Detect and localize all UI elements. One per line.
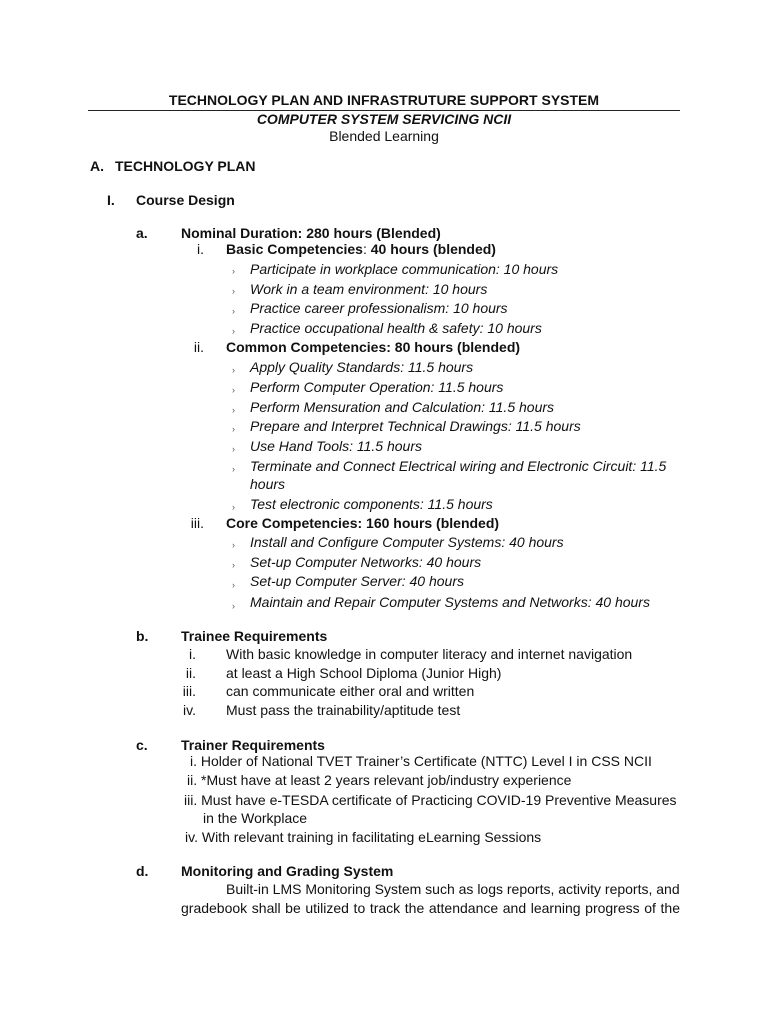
list-item: Set-up Computer Networks: 40 hours	[250, 554, 482, 570]
common-heading: Common Competencies: 80 hours (blended)	[226, 339, 521, 355]
course-design-number: I.	[107, 192, 115, 208]
nominal-letter: a.	[136, 225, 148, 241]
document-subtitle: COMPUTER SYSTEM SERVICING NCII	[256, 111, 512, 127]
bullet-icon: ›	[232, 560, 235, 570]
trainee-requirement: at least a High School Diploma (Junior High)	[226, 665, 502, 681]
document-title: TECHNOLOGY PLAN AND INFRASTRUTURE SUPPORT SYSTEM	[168, 92, 600, 108]
trainee-requirement: Must pass the trainability/aptitude test	[226, 702, 461, 718]
list-item: Apply Quality Standards: 11.5 hours	[250, 359, 474, 375]
basic-number: i.	[197, 241, 204, 257]
list-item: Terminate and Connect Electrical wiring and Electronic Circuit: 11.5	[250, 458, 667, 474]
bullet-icon: ›	[232, 385, 235, 395]
bullet-icon: ›	[232, 365, 235, 375]
trainer-requirement-continuation: in the Workplace	[203, 810, 308, 826]
list-item: Install and Configure Computer Systems: 40 hours	[250, 534, 564, 550]
bullet-icon: ›	[232, 326, 235, 336]
learning-mode: Blended Learning	[329, 128, 439, 144]
basic-heading	[226, 241, 496, 257]
bullet-icon: ›	[232, 266, 235, 276]
bullet-icon: ›	[232, 424, 235, 434]
trainee-number: iii.	[182, 683, 196, 699]
list-item: Practice career professionalism: 10 hours	[250, 300, 508, 316]
trainer-requirement: i. Holder of National TVET Trainer’s Certificate (NTTC) Level I in CSS NCII	[190, 753, 652, 769]
monitoring-paragraph-line: Built-in LMS Monitoring System such as logs reports, activity reports, and	[226, 881, 680, 897]
trainer-requirement: iv. With relevant training in facilitating eLearning Sessions	[185, 829, 542, 845]
list-item: Set-up Computer Server: 40 hours	[250, 573, 464, 589]
bullet-icon: ›	[232, 601, 235, 611]
list-item: Practice occupational health & safety: 10 hours	[250, 320, 542, 336]
trainee-requirement: can communicate either oral and written	[226, 683, 475, 699]
trainee-requirement: With basic knowledge in computer literacy and internet navigation	[226, 646, 633, 662]
bullet-icon: ›	[232, 444, 235, 454]
list-item: Prepare and Interpret Technical Drawings: 11.5 hours	[250, 418, 581, 434]
list-item: Work in a team environment: 10 hours	[250, 281, 488, 297]
list-item: Use Hand Tools: 11.5 hours	[250, 438, 422, 454]
core-heading: Core Competencies: 160 hours (blended)	[226, 515, 500, 531]
bullet-icon: ›	[232, 286, 235, 296]
core-number: iii.	[190, 515, 204, 531]
bullet-icon: ›	[232, 540, 235, 550]
trainer-letter: c.	[136, 737, 148, 753]
trainee-number: ii.	[185, 665, 196, 681]
nominal-heading: Nominal Duration: 280 hours (Blended)	[181, 225, 441, 241]
list-item: Maintain and Repair Computer Systems and Networks: 40 hours	[250, 594, 650, 610]
trainer-requirement: iii. Must have e-TESDA certificate of Practicing COVID-19 Preventive Measures	[184, 792, 677, 808]
monitoring-letter: d.	[136, 863, 149, 879]
bullet-icon: ›	[232, 405, 235, 415]
bullet-icon: ›	[232, 306, 235, 316]
list-item: Perform Mensuration and Calculation: 11.5 hours	[250, 399, 555, 415]
trainee-heading: Trainee Requirements	[181, 628, 328, 644]
bullet-icon: ›	[232, 580, 235, 590]
monitoring-paragraph-line: gradebook shall be utilized to track the attendance and learning progress of the	[181, 900, 680, 916]
list-item: Perform Computer Operation: 11.5 hours	[250, 379, 504, 395]
list-item-continuation: hours	[250, 476, 286, 492]
monitoring-heading: Monitoring and Grading System	[181, 863, 394, 879]
course-design-heading: Course Design	[136, 192, 235, 208]
trainer-requirement: ii. *Must have at least 2 years relevant job/industry experience	[187, 772, 572, 788]
basic-heading-hours: 40 hours (blended)	[366, 241, 496, 257]
basic-heading-colon: :	[362, 241, 367, 257]
trainee-number: iv.	[183, 702, 196, 718]
trainer-heading: Trainer Requirements	[181, 737, 325, 753]
list-item: Test electronic components: 11.5 hours	[250, 496, 493, 512]
section-title: TECHNOLOGY PLAN	[115, 158, 256, 174]
list-item: Participate in workplace communication: 10 hours	[250, 261, 559, 277]
common-number: ii.	[193, 339, 204, 355]
bullet-icon: ›	[232, 464, 235, 474]
trainee-number: i.	[189, 646, 196, 662]
basic-heading-name: Basic Competencies	[226, 241, 363, 257]
section-letter: A.	[90, 158, 104, 174]
trainee-letter: b.	[136, 628, 149, 644]
bullet-icon: ›	[232, 502, 235, 512]
